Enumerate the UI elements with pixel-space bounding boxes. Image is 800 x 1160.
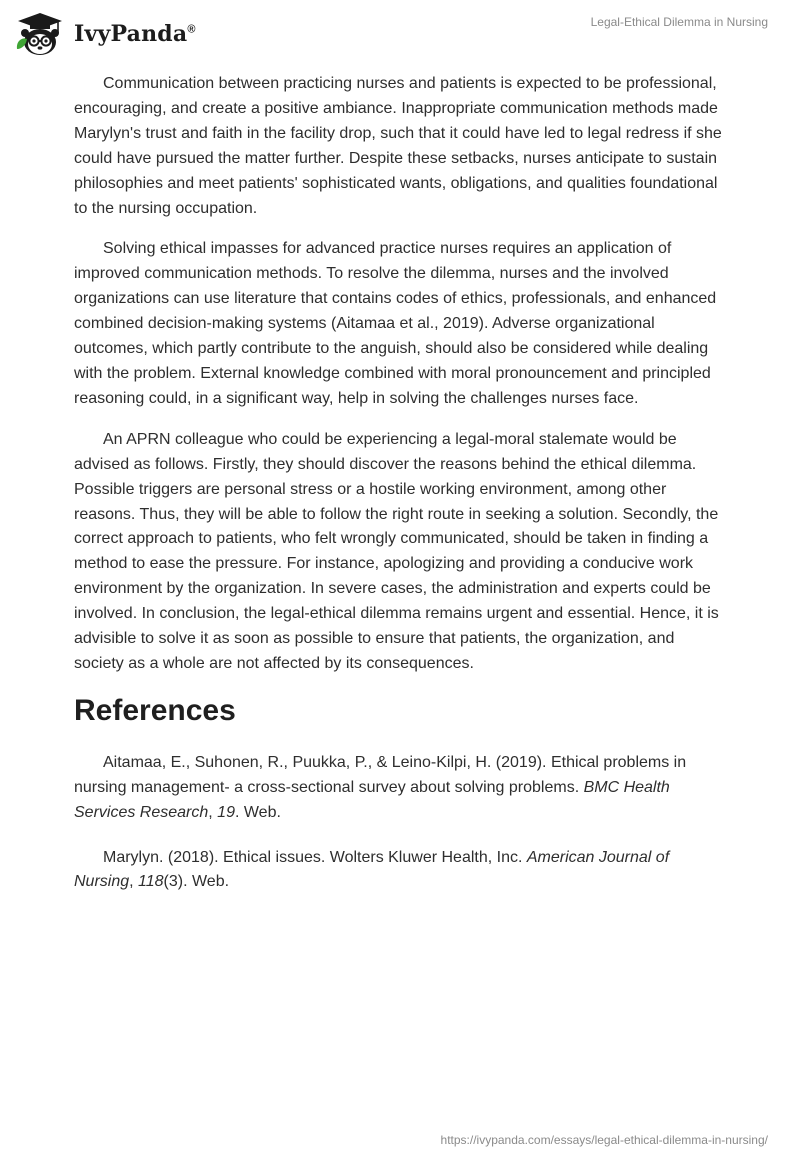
reference-separator: , — [208, 803, 218, 821]
reference-journal: American Journal of Nursing — [74, 848, 670, 891]
panda-graduate-icon — [14, 11, 66, 57]
reference-volume: 118 — [138, 873, 164, 891]
running-title: Legal-Ethical Dilemma in Nursing — [590, 15, 768, 29]
source-url-link[interactable]: https://ivypanda.com/essays/legal-ethical-dilemma-in-nursing/ — [440, 1133, 768, 1147]
brand-name — [74, 21, 196, 47]
reference-text: Aitamaa, E., Suhonen, R., Puukka, P., & Leino-Kilpi, H. (2019). Ethical problems in nursing management- a cross-sectional survey about solving problems. — [74, 753, 687, 796]
body-paragraph: Communication between practicing nurses and patients is expected to be professional, encouraging, and create a positive ambiance. Inappropriate communication methods made Marylyn's trust and faith in the facility drop, such that it could have led to legal redress if she could have pursued the matter further. Despite these setbacks, nurses anticipate to sustain philosophies and meet patients' sophisticated wants, obligations, and qualities foundational to the nursing occupation. — [74, 75, 722, 217]
body-paragraph: Solving ethical impasses for advanced practice nurses requires an application of improved communication methods. To resolve the dilemma, nurses and the involved organizations can use literature that contains codes of ethics, professionals, and enhanced combined decision-making systems (Aitamaa et al., 2019). Adverse organizational outcomes, which partly contribute to the anguish, should also be considered while dealing with the problem. External knowledge combined with moral pronouncement and principled reasoning could, in a significant way, help in solving the challenges nurses face. — [74, 240, 717, 407]
reference-tail: (3). Web. — [163, 873, 230, 891]
essay-content — [74, 72, 726, 915]
reference-text: Marylyn. (2018). Ethical issues. Wolters Kluwer Health, Inc. — [103, 848, 527, 866]
reference-volume: 19 — [217, 803, 235, 821]
reference-item — [74, 751, 726, 826]
reference-separator: , — [129, 873, 139, 891]
ivypanda-logo[interactable] — [14, 10, 214, 58]
registered-mark: ® — [187, 23, 196, 36]
reference-item — [74, 846, 726, 896]
references-heading: References — [74, 693, 236, 727]
reference-journal: BMC Health Services Research — [74, 778, 670, 821]
page-header — [0, 0, 800, 64]
body-paragraph: An APRN colleague who could be experiencing a legal-moral stalemate would be advised as follows. Firstly, they should discover the reasons behind the ethical dilemma. Possible triggers are personal stress or a hostile working environment, among other reasons. Thus, they will be able to follow the right route in seeking a solution. Secondly, the correct approach to patients, who felt wrongly communicated, should be taken in finding a method to ease the pressure. For instance, apologizing and providing a conducive work environment by the organization. In severe cases, the administration and experts could be involved. In conclusion, the legal-ethical dilemma remains urgent and essential. Hence, it is advisible to solve it as soon as possible to ensure that patients, the organization, and society as a whole are not affected by its consequences. — [74, 430, 719, 672]
reference-tail: . Web. — [234, 803, 281, 821]
brand-text: IvyPanda — [74, 21, 188, 47]
